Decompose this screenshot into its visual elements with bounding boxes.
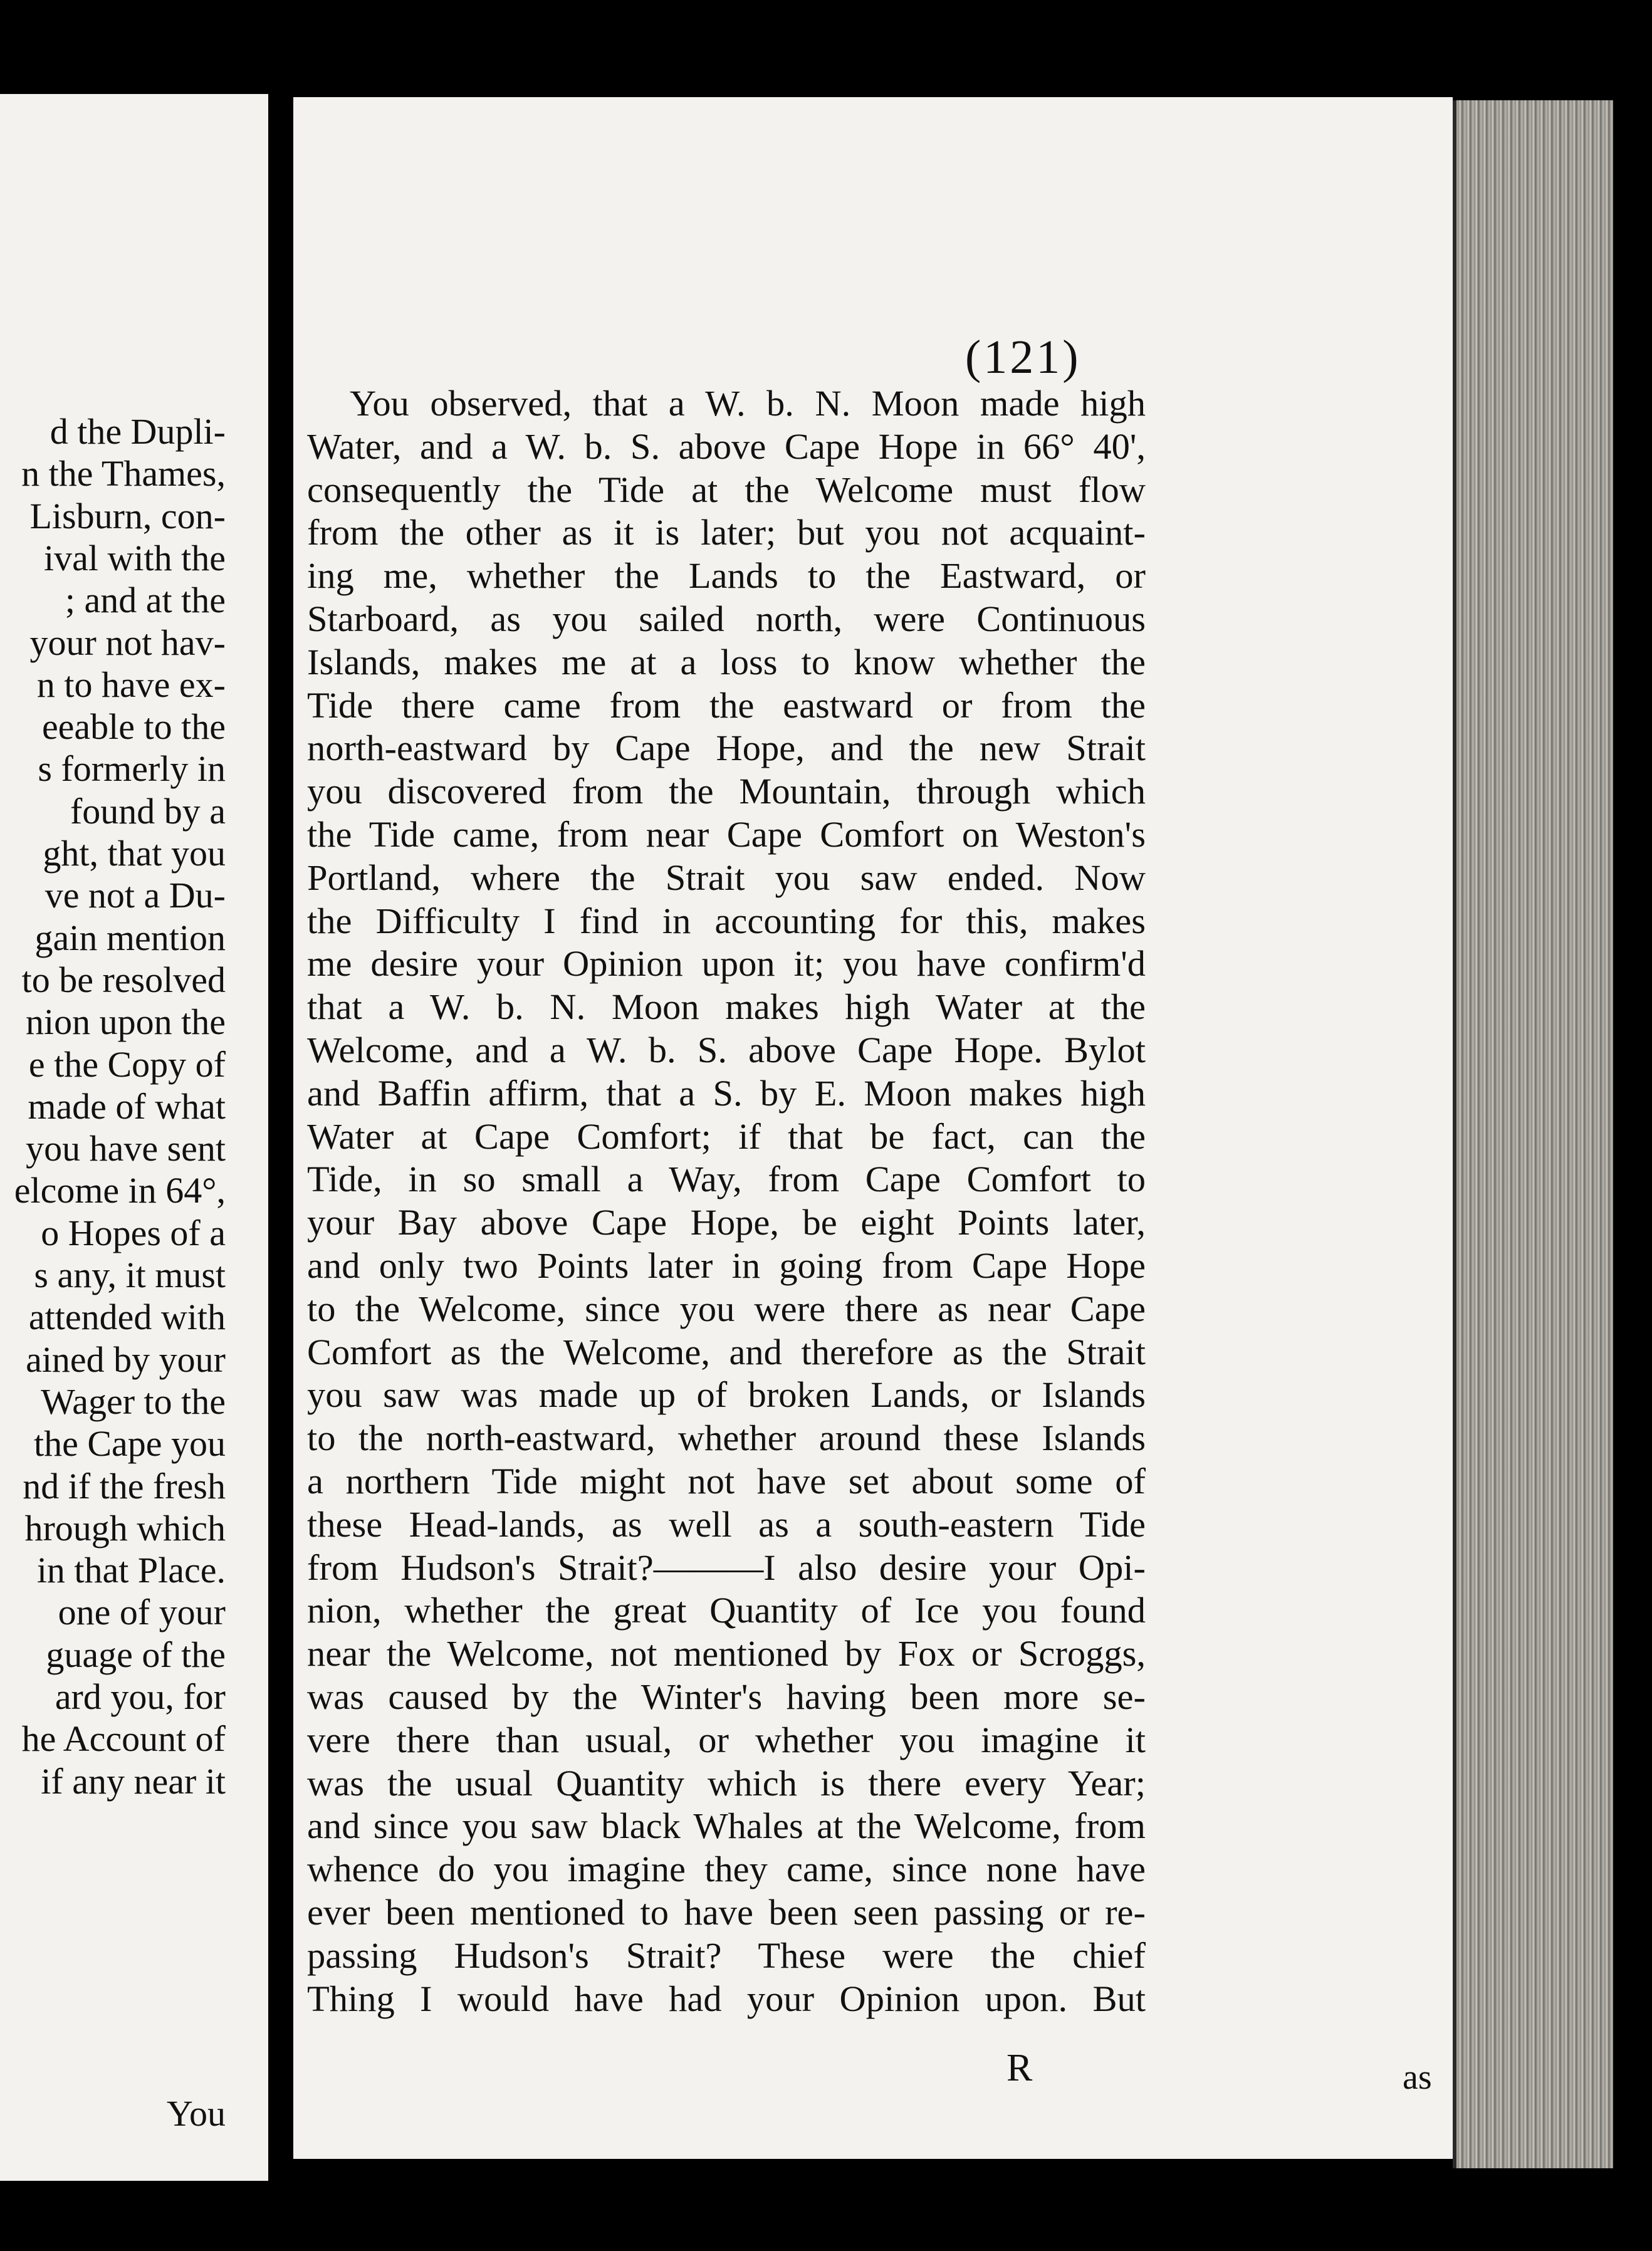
body-line: your Bay above Cape Hope, be eight Points later, xyxy=(307,1202,1146,1243)
left-page-line: ; and at the xyxy=(65,580,226,621)
left-page-line: eeable to the xyxy=(41,706,226,748)
body-line: from the other as it is later; but you not acquaint- xyxy=(307,512,1146,553)
left-page-line: guage of the xyxy=(46,1634,226,1675)
left-page-line: ght, that you xyxy=(43,833,226,874)
page-edges xyxy=(1453,100,1613,2168)
body-line: that a W. b. N. Moon makes high Water at the xyxy=(307,986,1146,1028)
left-page-line: nion upon the xyxy=(26,1001,226,1043)
left-page-line: n to have ex- xyxy=(36,664,226,705)
body-line: Water, and a W. b. S. above Cape Hope in 66° 40', xyxy=(307,426,1146,467)
body-line: you discovered from the Mountain, through which xyxy=(307,771,1146,812)
left-page-line: You xyxy=(166,2093,226,2134)
body-line: these Head-lands, as well as a south-eastern Tide xyxy=(307,1503,1146,1545)
left-page-line: e the Copy of xyxy=(28,1043,226,1085)
body-line: from Hudson's Strait?———I also desire your Opi- xyxy=(307,1547,1146,1588)
body-line: north-eastward by Cape Hope, and the new Strait xyxy=(307,728,1146,769)
left-page-line: you have sent xyxy=(26,1128,226,1169)
catchword: as xyxy=(1403,2058,1432,2097)
body-line: to the Welcome, since you were there as near Cape xyxy=(307,1288,1146,1329)
body-line: Thing I would have had your Opinion upon. But xyxy=(307,1978,1146,2019)
book-gutter xyxy=(268,94,293,2181)
left-page-line: ained by your xyxy=(26,1339,226,1380)
body-line: was caused by the Winter's having been more se- xyxy=(307,1676,1146,1717)
left-page-line: attended with xyxy=(28,1297,226,1338)
body-line: You observed, that a W. b. N. Moon made high xyxy=(350,383,1146,424)
body-line: nion, whether the great Quantity of Ice you found xyxy=(307,1590,1146,1631)
body-line: and since you saw black Whales at the Welcome, from xyxy=(307,1805,1146,1847)
left-page-line: ival with the xyxy=(44,537,226,578)
body-line: was the usual Quantity which is there every Year; xyxy=(307,1762,1146,1804)
left-page-line: your not hav- xyxy=(29,622,226,663)
left-page-line: made of what xyxy=(28,1085,226,1127)
body-line: you saw was made up of broken Lands, or Islands xyxy=(307,1374,1146,1416)
page-number: (121) xyxy=(965,331,1081,384)
left-page xyxy=(0,94,268,2181)
left-page-line: ard you, for xyxy=(55,1676,226,1717)
left-page-line: in that Place. xyxy=(36,1550,226,1591)
body-line: Tide, in so small a Way, from Cape Comfort to xyxy=(307,1159,1146,1200)
left-page-line: hrough which xyxy=(24,1507,226,1549)
left-page-line: nd if the fresh xyxy=(23,1465,226,1507)
body-line: vere there than usual, or whether you imagine it xyxy=(307,1719,1146,1760)
left-page-line: the Cape you xyxy=(33,1423,226,1465)
body-line: ing me, whether the Lands to the Eastward, or xyxy=(307,555,1146,597)
signature-mark: R xyxy=(1006,2047,1033,2089)
left-page-line: s formerly in xyxy=(38,748,226,790)
body-line: a northern Tide might not have set about some of xyxy=(307,1461,1146,1502)
body-line: to the north-eastward, whether around these Islands xyxy=(307,1418,1146,1459)
left-page-line: gain mention xyxy=(34,917,226,958)
body-line: consequently the Tide at the Welcome must flow xyxy=(307,469,1146,510)
left-page-line: if any near it xyxy=(41,1760,226,1802)
body-line: Starboard, as you sailed north, were Continuous xyxy=(307,598,1146,639)
body-line: ever been mentioned to have been seen passing or re- xyxy=(307,1892,1146,1933)
body-line: Water at Cape Comfort; if that be fact, can the xyxy=(307,1115,1146,1157)
body-line: me desire your Opinion upon it; you have confirm'd xyxy=(307,943,1146,984)
body-line: Tide there came from the eastward or from the xyxy=(307,684,1146,726)
left-page-line: Lisburn, con- xyxy=(29,495,226,536)
body-line: the Tide came, from near Cape Comfort on Weston's xyxy=(307,814,1146,855)
body-line: near the Welcome, not mentioned by Fox or Scroggs, xyxy=(307,1633,1146,1674)
body-line: passing Hudson's Strait? These were the chief xyxy=(307,1935,1146,1976)
body-line: Islands, makes me at a loss to know whether the xyxy=(307,641,1146,682)
left-page-line: d the Dupli- xyxy=(50,411,226,452)
body-line: the Difficulty I find in accounting for this, makes xyxy=(307,900,1146,941)
left-page-line: to be resolved xyxy=(21,959,226,1000)
left-page-line: found by a xyxy=(70,790,226,832)
left-page-line: he Account of xyxy=(21,1718,226,1760)
left-page-line: Wager to the xyxy=(41,1381,226,1422)
left-page-line: s any, it must xyxy=(34,1255,226,1295)
body-line: and only two Points later in going from Cape Hope xyxy=(307,1245,1146,1286)
body-line: whence do you imagine they came, since none have xyxy=(307,1849,1146,1890)
body-line: Portland, where the Strait you saw ended. Now xyxy=(307,857,1146,898)
body-line: and Baffin affirm, that a S. by E. Moon makes high xyxy=(307,1072,1146,1114)
right-page xyxy=(293,97,1453,2159)
left-page-line: o Hopes of a xyxy=(41,1212,226,1253)
left-page-line: n the Thames, xyxy=(21,453,226,494)
left-page-line: ve not a Du- xyxy=(44,875,226,916)
left-page-line: elcome in 64°, xyxy=(14,1170,226,1211)
body-line: Welcome, and a W. b. S. above Cape Hope. Bylot xyxy=(307,1030,1146,1070)
left-page-line: one of your xyxy=(58,1592,226,1633)
body-line: Comfort as the Welcome, and therefore as the Strait xyxy=(307,1331,1146,1372)
